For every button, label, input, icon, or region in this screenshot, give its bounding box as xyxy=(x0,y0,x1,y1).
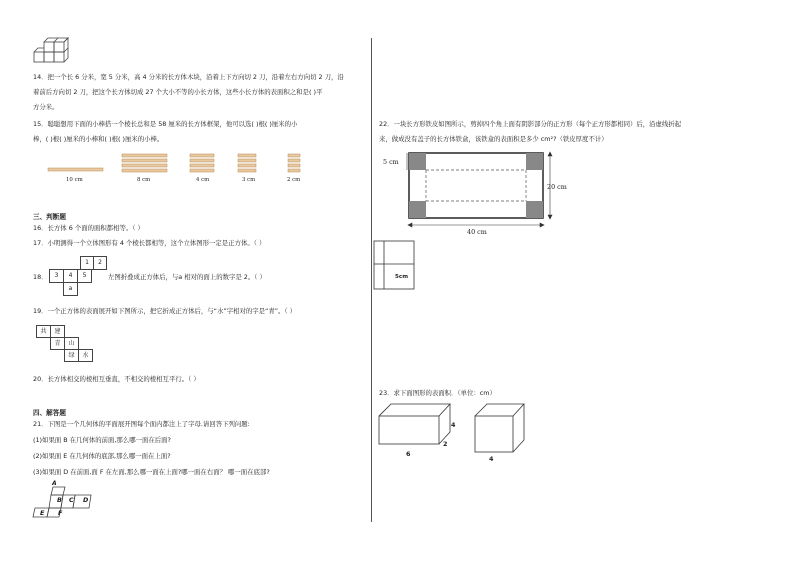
box-label-5cm: 5cm xyxy=(395,274,409,280)
q15-line2: 棒，( )根( )厘米的小棒和( )根( )厘米的小棒。 xyxy=(33,135,164,143)
stick-label-4: 4 cm xyxy=(196,177,210,183)
column-divider xyxy=(371,38,372,522)
q21-net xyxy=(33,485,103,523)
net19-jian: 建 xyxy=(50,325,65,338)
net-cell-2: 2 xyxy=(93,256,107,270)
net19-qing: 青 xyxy=(50,337,65,350)
net19-shui: 水 xyxy=(78,349,93,362)
label-40cm: 40 cm xyxy=(467,228,487,236)
face-a-label: A xyxy=(52,480,57,487)
net19-lv: 绿 xyxy=(64,349,79,362)
stick-label-3: 3 cm xyxy=(242,177,256,183)
net-cell-3: 3 xyxy=(49,269,64,283)
q23-d1-height: 4 xyxy=(451,421,456,429)
q21-line1: 21．下图是一个几何体的平面展开图每个面内都注上了字母.请回答下列问题: xyxy=(33,420,250,428)
q18-num: 18． xyxy=(33,273,48,281)
q18-text: 左图折叠成正方体后，与a 相对的面上的数字是 2。（ ） xyxy=(108,273,266,281)
section3-title: 三、判断题 xyxy=(33,213,66,221)
label-5cm: 5 cm xyxy=(383,158,399,166)
q19-text: 19．一个正方体的表面展开如下图所示，把它折成正方体后，与“水”字相对的字是“青”。（ ） xyxy=(33,307,297,315)
face-b-label: B xyxy=(57,496,62,504)
q23-d1-width: 6 xyxy=(406,450,411,458)
q21-line4: (3)如果面 D 在前面,面 F 在左面,那么哪一面在上面?哪一面在右面？ 哪一面在底部? xyxy=(33,468,270,476)
face-f-label: F xyxy=(58,509,63,517)
q14-line3: 方分米。 xyxy=(33,103,59,111)
q17: 17．小明测得一个立体图形有 4 个棱长都相等，这个立体图形一定是正方体。（ ） xyxy=(33,239,266,247)
face-d-label: D xyxy=(83,496,89,504)
sticks-figure xyxy=(48,152,308,176)
face-e-label: E xyxy=(40,509,45,517)
q22-box-figure xyxy=(373,240,418,290)
net-cell-4: 4 xyxy=(63,269,78,283)
q21-line2: (1)如果面 B 在几何体的前面,那么哪一面在后面? xyxy=(33,436,171,444)
q23-d2-width: 4 xyxy=(489,455,494,463)
q22-sheet-figure xyxy=(400,150,570,240)
stick-label-10: 10 cm xyxy=(66,177,83,183)
face-c-label: C xyxy=(69,496,74,504)
stick-label-8: 8 cm xyxy=(137,177,151,183)
q23-cuboid-figure xyxy=(378,402,456,448)
q15-line1: 15．聪聪想用下面的小棒搭一个棱长总和是 58 厘米的长方体框架，他可以选( )根( )厘米的小 xyxy=(33,120,298,128)
section4-title: 四、解答题 xyxy=(33,409,66,417)
net19-shan: 山 xyxy=(64,337,79,350)
net19-gong: 共 xyxy=(36,325,51,338)
q21-line3: (2)如果面 E 在几何体的底部,那么哪一面在上面? xyxy=(33,452,171,460)
q23-cube-figure xyxy=(474,402,534,454)
q14-line1: 14．把一个长 6 分米，宽 5 分米，高 4 分米的长方体木块，沿着上下方向切 2 刀，沿着左右方向切 2 刀，沿 xyxy=(33,73,344,81)
net-cell-a: a xyxy=(63,282,78,296)
stick-label-2: 2 cm xyxy=(287,177,301,183)
q22-line2: 来，做成没有盖子的长方体铁盒，该铁盒的表面积是多少 cm²?（铁皮厚度不计） xyxy=(379,135,608,143)
q20: 20．长方体相交的棱相互垂直，不相交的棱相互平行。（ ） xyxy=(33,375,200,383)
q14-line2: 着前后方向切 2 刀，把这个长方体切成 27 个大小不等的小长方体，这些小长方体的表面积之和是( )平 xyxy=(33,88,323,96)
net-cell-5: 5 xyxy=(77,269,92,283)
q22-line1: 22．一块长方形铁皮如图所示，剪掉四个角上面有阴影部分的正方形（每个正方形都相同）后，沿虚线折起 xyxy=(379,120,682,128)
net-cell-1: 1 xyxy=(80,256,94,270)
label-20cm: 20 cm xyxy=(547,183,567,191)
cube-stack-figure xyxy=(30,40,80,66)
q16: 16．长方体 6 个面的面积都相等。（ ） xyxy=(33,224,144,232)
q23-text: 23．求下面图形的表面积．（单位：cm） xyxy=(379,389,496,397)
q23-d1-depth: 2 xyxy=(443,440,448,448)
